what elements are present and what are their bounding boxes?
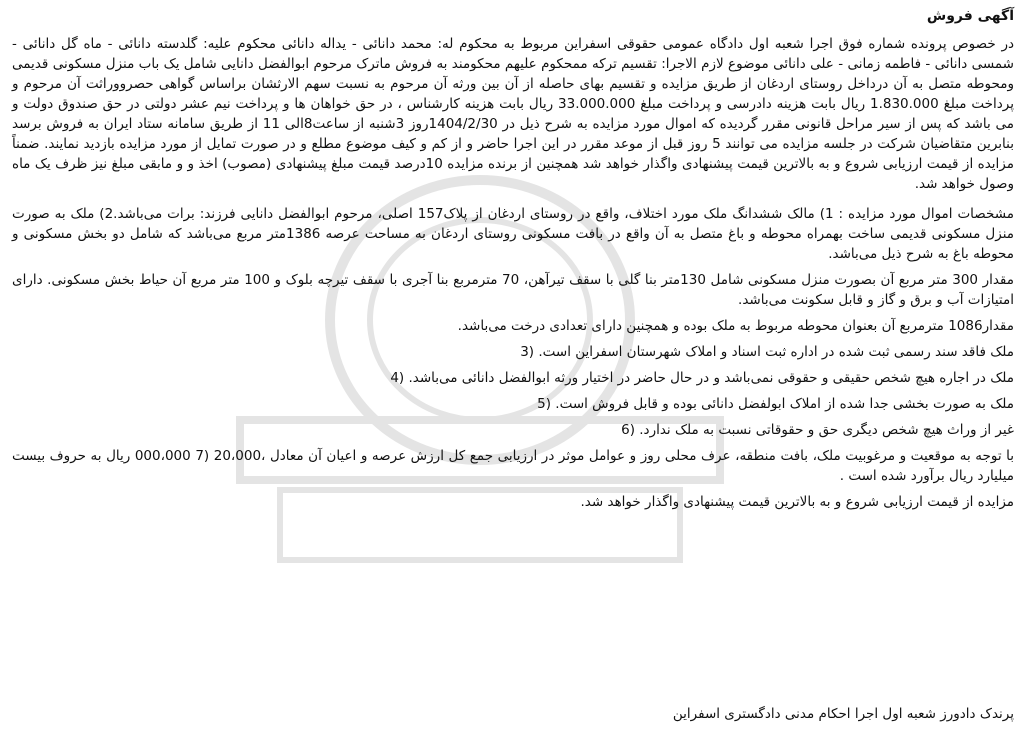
paragraph-item-3: ملک فاقد سند رسمی ثبت شده در اداره ثبت اسناد و املاک شهرستان اسفراین است. (3 [520,344,1014,360]
paragraph-specs: مشخصات اموال مورد مزایده : 1) مالک ششدانگ ملک مورد اختلاف، واقع در روستای اردغان از پلاک157 اصلی، مرحوم ابوالفضل دانایی فرزند: برات می‌باشد.2) ملک به صورت منزل مسکونی قدیمی ساخت بهمراه محوطه و باغ متصل به آن واقع در بافت مسکونی روستای اردغان به مساحت عرصه 1386متر مربع می‌باشد که شامل دو بخش مسکونی و محوطه باغ به شرح ذیل می‌باشد. [12,206,1014,262]
paragraph-closing: مزایده از قیمت ارزیابی شروع و به بالاترین قیمت پیشنهادی واگذار خواهد شد. [580,494,1014,510]
paragraph-item-6: غیر از وراث هیچ شخص دیگری حق و حقوقاتی نسبت به ملک ندارد. (6 [621,422,1014,438]
signature-line: پرندک دادورز شعبه اول اجرا احکام مدنی دادگستری اسفراین [672,706,1014,722]
paragraph-item-4: ملک در اجاره هیچ شخص حقیقی و حقوقی نمی‌باشد و در حال حاضر در اختیار ورثه ابوالفضل دانائی می‌باشد. (4 [390,370,1014,386]
paragraph-item-5: ملک به صورت بخشی جدا شده از املاک ابولفضل دانائی بوده و قابل فروش است. (5 [537,396,1014,412]
paragraph-area: مقدار1086 مترمربع آن بعنوان محوطه مربوط به ملک بوده و همچنین دارای تعدادی درخت می‌باشد. [457,318,1014,334]
paragraph-residential: مقدار 300 متر مربع آن بصورت منزل مسکونی شامل 130متر بنا گلی با سقف تیرآهن، 70 مترمربع بنا آجری با سقف تیرچه بلوک و 100 متر مربع آن حیاط بخش مسکونی. دارای امتیازات آب و برق و گاز و قابل سکونت می‌باشد. [12,272,1014,308]
paragraph-intro: در خصوص پرونده شماره فوق اجرا شعبه اول دادگاه عمومی حقوقی اسفراین مربوط به محکوم له: محمد دانائی - یداله دانائی محکوم علیه: گلدسته دانائی - ماه گل دانائی - شمسی دانائی - فاطمه زمانی - علی دانائی موضوع لازم الاجرا: تقسیم ترکه ممحکوم علیهم محکومند به فروش ماترک مرحوم ابوالفضل دانایی شامل یک باب منزل مسکونی قدیمی ومحوطه متصل به آن درداخل روستای اردغان از طریق مزایده و تقسیم بهای حاصله از آن بین ورثه آن مرحوم به نسبت سهم الارثشان براساس گواهی حصرووراثت آن مرحوم و پرداخت مبلغ 1.830.000 ریال بابت هزینه دادرسی و پرداخت مبلغ 33.000.000 ریال بابت هزینه کارشناس ، در حق خواهان ها و پرداخت نیم عشر دولتی در حق صندوق دولت و می باشد که پس از سیر مراحل قانونی مقرر گردیده که اموال مورد مزایده به شرح ذیل در 1404/2/30روز 3شنبه از ساعت8الی 11 از طریق سامانه ستاد ایران به فروش برسد بنابرین متقاضیان شرکت در جلسه مزایده می توانند 5 روز قبل از موعد مقرر در این اجرا حاضر و از کم و کیف موضوع مطلع و در صورت تمایل از مورد مزایده بازدید نمایند. ضمناً مزایده از قیمت ارزیابی شروع و به بالاترین قیمت پیشنهادی واگذار خواهد شد همچنین از برنده مزایده 10درصد قیمت مبلغ پیشنهادی (مصوب) اخذ و و مابقی مبلغ نیز ظرف یک ماه وصول خواهد شد. [12,36,1014,192]
doc-title: آگهی فروش [926,8,1014,24]
paragraph-item-7: با توجه به موقعیت و مرغوبیت ملک، بافت منطقه، عرف محلی روز و عوامل موثر در ارزیابی جمع کل ارزش عرصه و اعیان آن معادل ،20،000 (7 000،000 ریال به حروف بیست میلیارد ریال برآورد شده است . [12,448,1015,484]
